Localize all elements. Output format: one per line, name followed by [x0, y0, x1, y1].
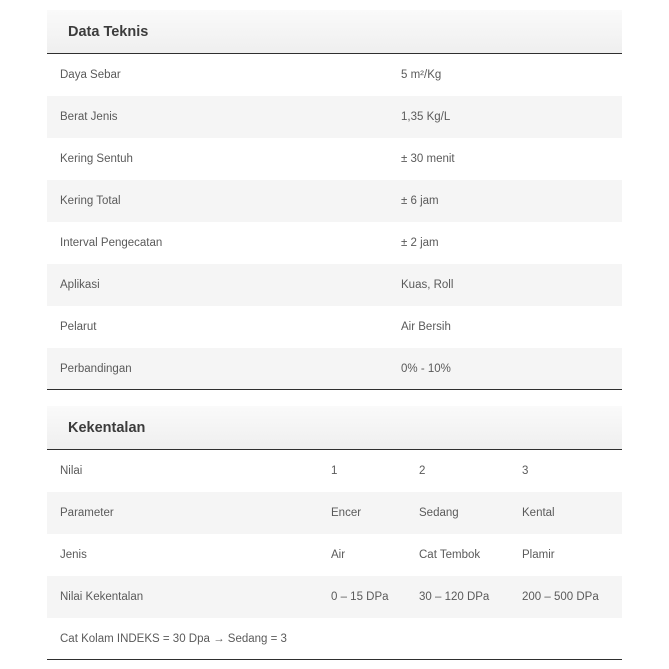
table-row — [47, 306, 622, 348]
table-row — [47, 348, 622, 390]
cell-value: 3 — [522, 465, 529, 477]
kekentalan-title: Kekentalan — [47, 406, 622, 450]
row-value: 5 m²/Kg — [401, 69, 442, 81]
note-text: Cat Kolam INDEKS = 30 Dpa → Sedang = 3 — [60, 632, 287, 645]
table-row — [47, 222, 622, 264]
row-label: Pelarut — [60, 321, 97, 333]
row-label: Daya Sebar — [60, 69, 121, 81]
table-row — [47, 534, 622, 576]
row-value: 0% - 10% — [401, 362, 451, 375]
cell-value: Plamir — [522, 549, 555, 561]
data-teknis-table — [47, 10, 622, 390]
table-row — [47, 492, 622, 534]
row-value: ± 6 jam — [401, 195, 439, 207]
kekentalan-table — [47, 406, 622, 660]
data-teknis-title: Data Teknis — [47, 10, 622, 54]
note-row — [47, 618, 622, 660]
row-label: Nilai — [60, 465, 83, 477]
table-row — [47, 54, 622, 96]
row-label: Kering Sentuh — [60, 153, 133, 165]
row-label: Perbandingan — [60, 362, 132, 375]
row-value: 1,35 Kg/L — [401, 111, 451, 123]
table-row — [47, 450, 622, 492]
row-label: Jenis — [60, 549, 87, 561]
cell-value: 1 — [331, 465, 338, 477]
table-row — [47, 180, 622, 222]
row-label: Kering Total — [60, 195, 121, 207]
table-row — [47, 264, 622, 306]
table-row — [47, 138, 622, 180]
table-row — [47, 576, 622, 618]
row-value: Air Bersih — [401, 321, 451, 333]
cell-value: 200 – 500 DPa — [522, 591, 599, 603]
row-label: Berat Jenis — [60, 111, 118, 123]
cell-value: 0 – 15 DPa — [331, 591, 389, 603]
row-label: Parameter — [60, 507, 114, 519]
row-label: Aplikasi — [60, 279, 100, 291]
cell-value: Cat Tembok — [419, 549, 481, 561]
row-value: ± 30 menit — [401, 153, 455, 165]
row-value: ± 2 jam — [401, 237, 439, 249]
cell-value: 2 — [419, 465, 426, 477]
cell-value: 30 – 120 DPa — [419, 591, 490, 603]
row-label: Nilai Kekentalan — [60, 591, 144, 603]
row-value: Kuas, Roll — [401, 279, 454, 291]
cell-value: Sedang — [419, 507, 459, 519]
cell-value: Kental — [522, 507, 555, 519]
cell-value: Air — [331, 549, 346, 561]
cell-value: Encer — [331, 507, 362, 519]
table-row — [47, 96, 622, 138]
row-label: Interval Pengecatan — [60, 237, 163, 249]
